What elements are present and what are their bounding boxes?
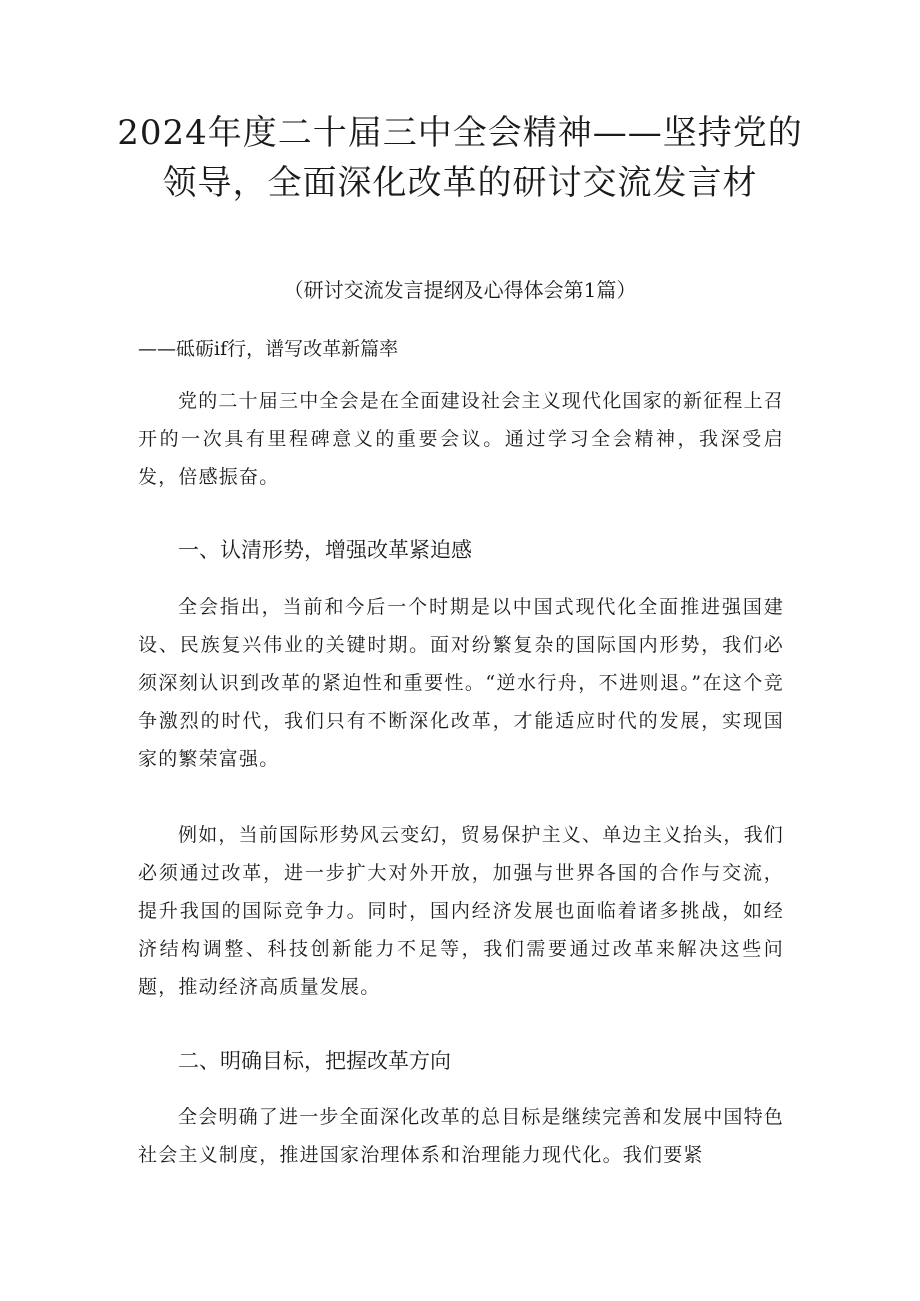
section-1-heading: 一、认清形势，增强改革紧迫感 bbox=[178, 538, 472, 562]
section-2-heading: 二、明确目标，把握改革方向 bbox=[178, 1049, 451, 1073]
section-1-paragraph-2: 例如，当前国际形势风云变幻，贸易保护主义、单边主义抬头，我们必须通过改革，进一步扩大对外开放，加强与世界各国的合作与交流，提升我国的国际竞争力。同时，国内经济发展也面临着诸多挑战，如经济结构调整、科技创新能力不足等，我们需要通过改革来解决这些问题，推动经济高质量发展。 bbox=[138, 824, 785, 998]
document-epigraph: ——砥砺if行，谱写改革新篇率 bbox=[138, 338, 399, 360]
section-1-paragraph-1: 全会指出，当前和今后一个时期是以中国式现代化全面推进强国建设、民族复兴伟业的关键时期。面对纷繁复杂的国际国内形势，我们必须深刻认识到改革的紧迫性和重要性。“逆水行舟，不进则退。”在这个竞争激烈的时代，我们只有不断深化改革，才能适应时代的发展，实现国家的繁荣富强。 bbox=[138, 596, 784, 770]
document-title: 2024年度二十届三中全会精神——坚持党的领导，全面深化改革的研讨交流发言材 bbox=[117, 113, 803, 203]
intro-paragraph: 党的二十届三中全会是在全面建设社会主义现代化国家的新征程上召开的一次具有里程碑意义的重要会议。通过学习全会精神，我深受启发，倍感振奋。 bbox=[138, 390, 785, 488]
section-2-paragraph-1: 全会明确了进一步全面深化改革的总目标是继续完善和发展中国特色社会主义制度，推进国家治理体系和治理能力现代化。我们要紧 bbox=[138, 1106, 785, 1166]
document-subtitle: （研讨交流发言提纲及心得体会第1篇） bbox=[283, 278, 637, 302]
